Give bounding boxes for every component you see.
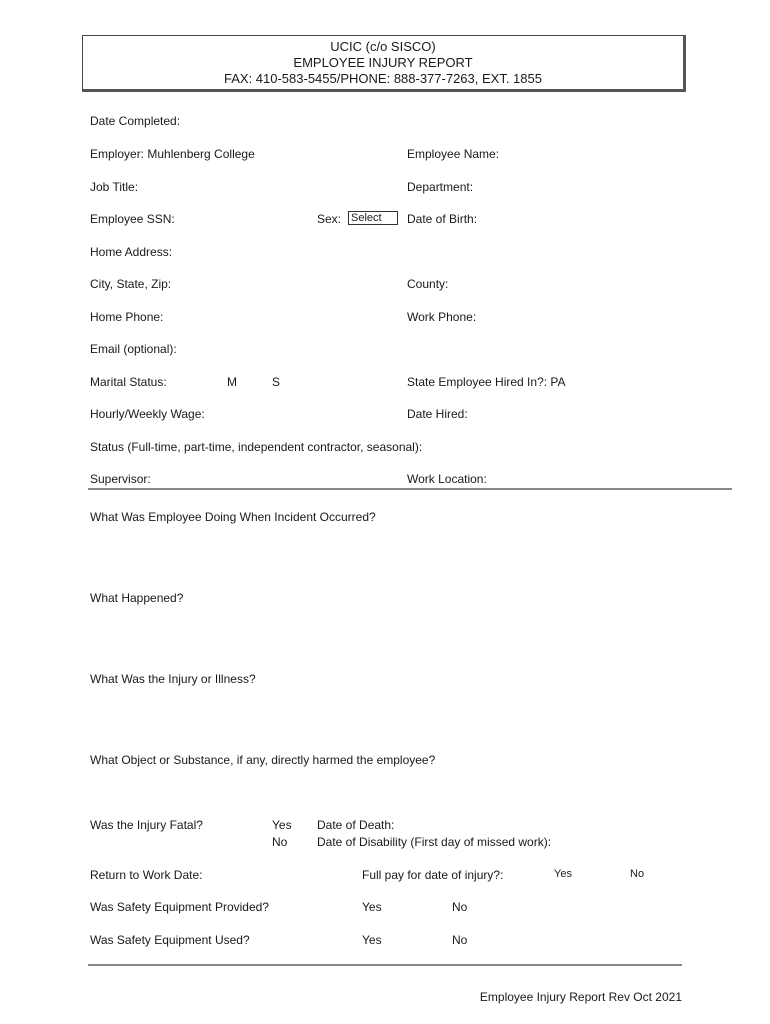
employee-ssn-label: Employee SSN: (90, 212, 175, 226)
footer-revision: Employee Injury Report Rev Oct 2021 (479, 990, 682, 1004)
wage-label: Hourly/Weekly Wage: (90, 407, 205, 421)
return-to-work-label: Return to Work Date: (90, 868, 203, 882)
safety-used-label: Was Safety Equipment Used? (90, 933, 250, 947)
county-label: County: (407, 277, 449, 291)
date-completed-label: Date Completed: (90, 114, 181, 128)
question-injury: What Was the Injury or Illness? (90, 672, 256, 686)
date-hired-label: Date Hired: (407, 407, 468, 421)
state-hired-label: State Employee Hired In?: PA (407, 375, 566, 389)
section-divider (88, 488, 732, 490)
marital-status-label: Marital Status: (90, 375, 167, 389)
header-line-3: FAX: 410-583-5455/PHONE: 888-377-7263, EXT. 1855 (224, 71, 542, 86)
status-label: Status (Full-time, part-time, independent contractor, seasonal): (90, 440, 423, 454)
question-happened: What Happened? (90, 591, 184, 605)
full-pay-yes-option[interactable]: Yes (554, 868, 572, 880)
full-pay-label: Full pay for date of injury?: (362, 868, 504, 882)
header-line-2: EMPLOYEE INJURY REPORT (293, 55, 473, 70)
marital-option-s[interactable]: S (272, 375, 281, 389)
sex-select[interactable]: Select (348, 211, 398, 225)
safety-used-yes-option[interactable]: Yes (362, 933, 382, 947)
email-label: Email (optional): (90, 342, 177, 356)
safety-provided-yes-option[interactable]: Yes (362, 900, 382, 914)
work-location-label: Work Location: (407, 472, 487, 486)
question-fatal: Was the Injury Fatal? (90, 818, 203, 832)
footer-divider (88, 964, 682, 966)
marital-option-m[interactable]: M (227, 375, 237, 389)
work-phone-label: Work Phone: (407, 310, 477, 324)
fatal-yes-option[interactable]: Yes (272, 818, 292, 832)
report-header (82, 35, 686, 92)
department-label: Department: (407, 180, 474, 194)
employer-label: Employer: Muhlenberg College (90, 147, 255, 161)
city-state-zip-label: City, State, Zip: (90, 277, 172, 291)
safety-provided-label: Was Safety Equipment Provided? (90, 900, 269, 914)
safety-provided-no-option[interactable]: No (452, 900, 468, 914)
home-phone-label: Home Phone: (90, 310, 164, 324)
date-of-disability-label: Date of Disability (First day of missed work): (317, 835, 552, 849)
employee-name-label: Employee Name: (407, 147, 500, 161)
sex-label: Sex: (317, 212, 342, 226)
header-line-1: UCIC (c/o SISCO) (330, 39, 436, 54)
home-address-label: Home Address: (90, 245, 173, 259)
safety-used-no-option[interactable]: No (452, 933, 468, 947)
fatal-no-option[interactable]: No (272, 835, 288, 849)
question-doing: What Was Employee Doing When Incident Occurred? (90, 510, 376, 524)
date-of-birth-label: Date of Birth: (407, 212, 478, 226)
supervisor-label: Supervisor: (90, 472, 151, 486)
full-pay-no-option[interactable]: No (630, 868, 645, 880)
question-object: What Object or Substance, if any, directly harmed the employee? (90, 753, 436, 767)
date-of-death-label: Date of Death: (317, 818, 395, 832)
job-title-label: Job Title: (90, 180, 139, 194)
